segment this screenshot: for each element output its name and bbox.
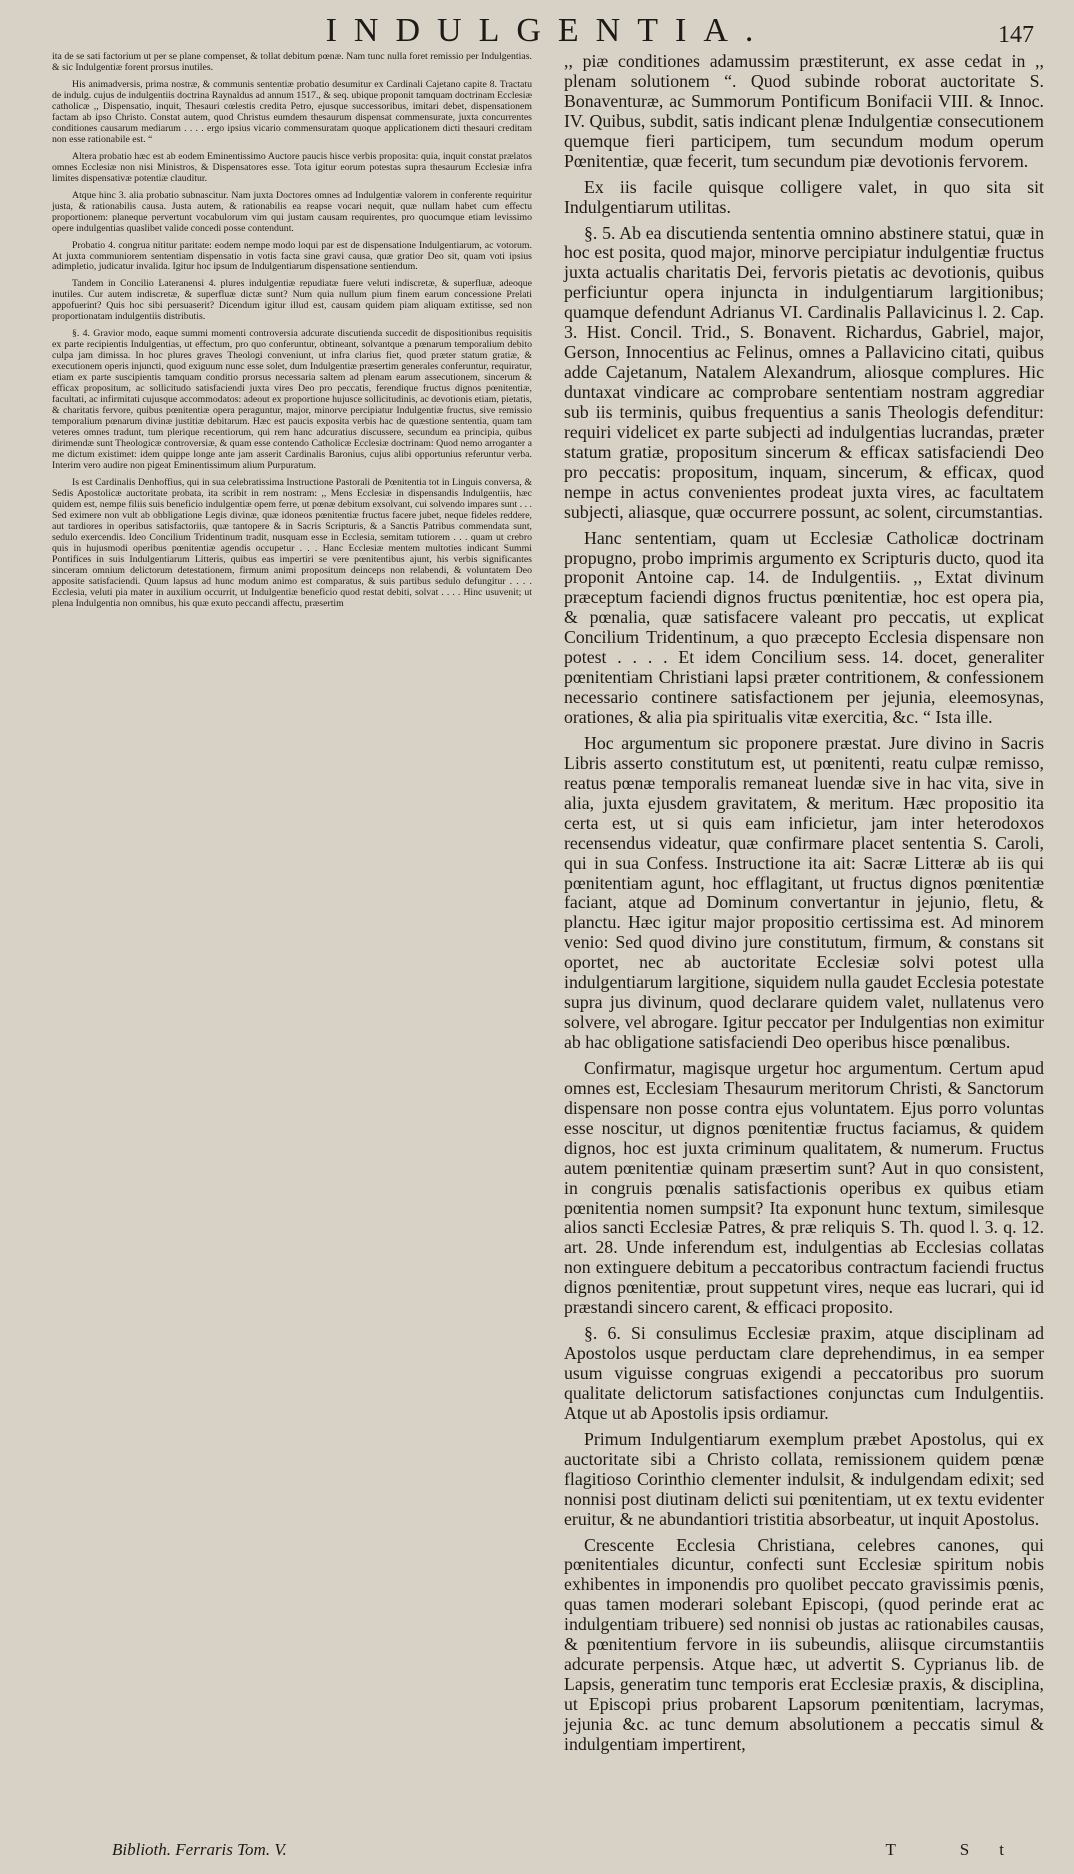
paragraph: Tandem in Concilio Lateranensi 4. plures indulgentiæ repudiatæ fuere veluti indiscretæ, & superfluæ, adeoque inutiles. Cur autem indiscretæ, & superfluæ dictæ sunt? Num quia nullum pium finem earum concessione Prelati appofuerint? Quis hoc sibi persuaserit? Dicendum igitur illud est, causam quidem piam aliquam extitisse, sed non proportionatam indulgentiis distributis. [52,278,532,323]
paragraph: Primum Indulgentiarum exemplum præbet Apostolus, qui ex auctoritate sibi a Christo collata, remissionem quidem pœnæ flagitioso Corinthio clementer indulsit, & indulgendam edixit; sed nonnisi post diutinam delicti sui pœnitentiam, ut ex textu evidenter eruitur, & ne abundantiori tristitia absorbeatur, ut inquit Apostolus. [564,1428,1044,1529]
paragraph: Is est Cardinalis Denhoffius, qui in sua celebratissima Instructione Pastorali de Pœnitentia tot in Linguis conversa, & Sedis Apostolicæ auctoritate probata, ita scribit in rem nostram: ,, Mens Ecclesiæ in dispensandis Indulgentiis, hæc quidem est, nempe filiis suis beneficio indulgentiæ opem ferre, ut pœnæ debitum exsolvant, cui solvendo impares sunt . . . Sed eximere non vult ab obbligatione Legis divinæ, quæ idoneos pœnitentiæ fructus facere jubet, neque fideles reddere, aut tardiores in operibus satisfactoriis, quæ tantopere & in Sacris Scripturis, & a Sanctis Patribus commendata sunt, sedulo exercendis. Ideo Concilium Tridentinum tradit, nusquam esse in Ecclesia, semitam tutiorem . . . quam ut crebro quis in hujusmodi operibus pœnitentiæ agendis occupetur . . . Hanc Ecclesiæ mentem multoties indicant Summi Pontifices in suis Indulgentiarum Litteris, quibus eas impertiri se vere pœnitentibus ajunt, his verbis significantes sinceram omnium delictorum detestationem, firmum animi propositum deinceps non relabendi, & voluntatem Deo apposite satisfaciendi. Quum lapsus ad hunc modum animo est comparatus, & suis partibus sedulo defungitur . . . . Ecclesia, veluti pia mater in auxilium occurrit, ut Indulgentiæ beneficio quod restat debiti, solvat . . . . Hinc usuvenit; ut plena Indulgentia non omnibus, his quæ exuto peccandi affectu, præsertim [52,476,532,609]
paragraph: Probatio 4. congrua nititur paritate: eodem nempe modo loqui par est de dispensatione Indulgentiarum, ac votorum. At juxta communiorem sententiam dispensatio in votis facta sine gravi causa, quæ gratior Deo sit, quam voti ipsius adimpletio, judicatur invalida. Igitur hoc ipsum de Indulgentiarum dispensatione sentiendum. [52,239,532,273]
footer-signature: T St [885,1840,1034,1859]
page-header [52,10,1044,52]
paragraph: Hoc argumentum sic proponere præstat. Jure divino in Sacris Libris asserto constitutum est, ut pœnitenti, reatu culpæ remisso, reatus pœnæ temporalis remaneat luendæ sive in hac vita, sive in alia, juxta ejusdem gravitatem, & meritum. Hæc propositio ita certa est, ut si quis eam inficietur, jam inter heterodoxos recensendus videatur, quæ confirmare placet sententia S. Caroli, qui in sua Confess. Instructione ita ait: Sacræ Litteræ ab iis qui pœnitentiam agunt, hoc efflagitant, ut fructus dignos pœnitentiæ faciant, atque ad Dominum convertantur in jejunio, fletu, & planctu. Hæc igitur major propositio certissima est. Ad minorem venio: Sed quod divino jure constitutum, firmum, & constans sit oportet, nec ab auctoritate Ecclesiæ solvi potest ulla indulgentiarum largitione, siquidem nulla gaudet Ecclesia potestate supra jus divinum, quod declarare quidem valet, nullatenus vero solvere, vel abrogare. Igitur peccator per Indulgentias non eximitur ab hac obligatione satisfaciendi Deo operibus hisce pœnalibus. [564,732,1044,1052]
paragraph: Altera probatio hæc est ab eodem Eminentissimo Auctore paucis hisce verbis proposita: quia, inquit constat prælatos omnes Ecclesiæ non nisi Ministros, & Dispensatores esse. Tota igitur eorum potestas supra thesaurum Ecclesiæ infra limites dispensativæ potentiæ clauditur. [52,150,532,184]
paragraph: Atque hinc 3. alia probatio subnascitur. Nam juxta Doctores omnes ad Indulgentiæ valorem in conferente requiritur justa, & rationabilis causa. Justa autem, & rationabilis ea reapse vocari nequit, quæ nullam habet cum effectu proportionem: planeque pervertunt vocabulorum vim qui justam causam requirentes, pro quocumque etiam levissimo opere indulgentias quaslibet valide concedi posse contendunt. [52,189,532,234]
paragraph: ,, piæ conditiones adamussim præstiterunt, ex asse cedat in ,, plenam solutionem “. Quod subinde roborat auctoritate S. Bonaventuræ, ac Summorum Pontificum Bonifacii VIII. & Innoc. IV. Quibus, subdit, satis indicant plenæ Indulgentiæ consecutionem quemque fieri participem, tum secundum modum operum Pœnitentiæ, quæ fecerit, tum secundum piæ devotionis fervorem. [564,51,1044,171]
right-column [564,52,1044,1761]
left-column [52,52,532,1761]
paragraph: His animadversis, prima nostræ, & communis sententiæ probatio desumitur ex Cardinali Cajetano capite 8. Tractatu de indulg. cujus de indulgentiis doctrina Raynaldus ad annum 1517., & seq. ubique proponit tamquam doctrinam Ecclesiæ catholicæ ,, Dispensatio, inquit, Thesauri cœlestis credita Petro, ejusque successoribus, imitari debet, dispensationem factam ab ipso Christo. Constat autem, quod Christus eumdem thesaurum dispensat commensurate, juxta concurrentes conditiones causarum mediarum . . . . ergo ipsius vicario commensuratam quoque applicationem dicti thesauri creditam non esse rationabile est. “ [52,78,532,145]
paragraph: Crescente Ecclesia Christiana, celebres canones, qui pœnitentiales dicuntur, confecti sunt Ecclesiæ spiritum nobis exhibentes in imponendis pro quolibet peccato gravissimis pœnis, quas tamen moderari solebant Episcopi, (quod perinde erat ac indulgentiam tribuere) sed nonnisi ob justas ac rationabiles causas, & pœnitentium fervore in iis subeundis, aliisque circumstantiis adcurate perpensis. Atque hæc, ut advertit S. Cyprianus lib. de Lapsis, generatim tunc temporis erat Ecclesiæ praxis, & disciplina, ut Episcopi prius probarent Lapsorum pœnitentiam, lacrymas, jejunia &c. ac tunc demum absolutionem a peccatis simul & indulgentiam impertirent, [564,1534,1044,1754]
paragraph: §. 4. Gravior modo, eaque summi momenti controversia adcurate discutienda succedit de dispositionibus requisitis ex parte recipientis Indulgentias, ut effectum, pro quo conferuntur, obtineant, solvantque a pœnarum temporalium debito culpa jam dimissa. In hoc plures graves Theologi conveniunt, ut infra clarius fiet, quod præter statum gratiæ, & executionem operis injuncti, quod exiguum nunc esse solet, dum Indulgentiæ præsertim generales conferuntur, requiratur, etiam ex parte suscipientis tamquam conditio prorsus necessaria saltem ad plenam earum assecutionem, sincerum & efficax propositum, ac sollicitudo satisfaciendi juxta vires Deo pro peccatis, ferendique fructus dignos pœnitentiæ, facultati, ac infirmitati cujusque accommodatos: adeout ex proportione hujusce sollicitudinis, ac devotionis etiam, pietatis, & charitatis fervore, quibus pœnitentiæ opera peraguntur, major, minorve percipiatur Indulgentiæ fructus, sive remissio temporalium pœnarum divinæ justitiæ debitarum. Hæc est paucis exposita verbis hac de quæstione sententia, quam tam veteres omnes tradunt, tum plerique recentiorum, qui rem hanc adcuratius discussere, secundum ea principia, quibus dirimendæ sunt Theologicæ controversiæ, & quam esse contendo Catholicæ Ecclesiæ doctrinam: Quod nemo arroganter a me dictum existimet: idem quippe longe ante jam asserit Cardinalis Baronius, cujus alibi opportunius referuntur verba. Interim vero audire non pigeat Eminentissimum alium Purpuratum. [52,328,532,471]
page-number: 147 [998,22,1034,48]
paragraph: Confirmatur, magisque urgetur hoc argumentum. Certum apud omnes est, Ecclesiam Thesaurum meritorum Christi, & Sanctorum dispensare non posse contra ejus voluntatem. Ejus porro voluntas esse noscitur, ut dignos pœnitentiæ fructus faciamus, & quidem dignos, hoc est juxta criminum qualitatem, & numerum. Fructus autem pœnitentiæ quinam præsertim sunt? Aut in quo consistent, in congruis pœnalis satisfactionis operibus ex quibus etiam pœnitentia nomen sumpsit? Ita exponunt hunc textum, similesque alios sancti Ecclesiæ Patres, & præ reliquis S. Th. quod l. 3. q. 12. art. 28. Unde inferendum est, indulgentias ab Ecclesias collatas non extinguere debitum a peccatoribus contractum faciendi fructus dignos pœnitentiæ, prout suppetunt vires, neque eas lucrari, qui id præstandi sincero carent, & efficaci proposito. [564,1057,1044,1318]
paragraph: ita de se sati factorium ut per se plane compenset, & tollat debitum pœnæ. Nam tunc nulla foret remissio per Indulgentias. & sic Indulgentiæ forent prorsus inutiles. [52,51,532,73]
paragraph: §. 6. Si consulimus Ecclesiæ praxim, atque disciplinam ad Apostolos usque perductam clare deprehendimus, in ea semper usum viguisse congruas exigendi a peccatoribus pro suorum qualitate delictorum satisfactiones conjunctas cum Indulgentiis. Atque ut ab Apostolis ipsis ordiamur. [564,1323,1044,1423]
paragraph: §. 5. Ab ea discutienda sententia omnino abstinere statui, quæ in hoc est posita, quod major, minorve percipiatur indulgentiæ fructus juxta actualis charitatis Dei, fervoris pietatis ac devotionis, quibus perficiuntur opera injuncta in indulgentiarum largitionibus; quamque defendunt Adrianus VI. Cardinalis Pallavicinus l. 2. Cap. 3. Hist. Concil. Trid., S. Bonavent. Richardus, Gabriel, major, Gerson, Innocentius ac Felinus, omnes a Pallavicino citati, quibus adde Cajetanum, Natalem Alexandrum, aliosque complures. Hic duntaxat vindicare ac comprobare sententiam nostram aggrediar sub iis terminis, quibus frequentius a sanis Theologis defenditur: requiri videlicet ex parte subjecti ad indulgentias lucrandas, præter statum gratiæ, propositum sincerum & efficax satisfaciendi Deo pro peccatis: propositum, inquam, sincerum, & efficax, quod nempe in actus convenientes prodeat juxta vires, ac facultatem subjecti, aliasque, quæ occurrere possunt, ac solent, circumstantias. [564,222,1044,522]
paragraph: Hanc sententiam, quam ut Ecclesiæ Catholicæ doctrinam propugno, probo imprimis argumento ex Scripturis ducto, quod ita proponit Antoine cap. 14. de Indulgentiis. ,, Extat divinum præceptum faciendi dignos fructus pœnitentiæ, hoc est opera pia, & pœnalia, quæ satisfacere valeant pro peccatis, ut explicat Concilium Tridentinum, a quo præcepto Ecclesia dispensare non potest . . . . Et idem Concilium sess. 14. docet, generaliter pœnitentiam Christiani lapsi præter contritionem, & confessionem necessario continere satisfactionem per jejunia, eleemosynas, orationes, & alia pia spiritualis vitæ exercitia, &c. “ Ista ille. [564,527,1044,727]
footer-imprint: Biblioth. Ferraris Tom. V. [112,1840,287,1859]
text-columns [52,52,1044,1761]
page-footer [52,1840,1044,1866]
paragraph: Ex iis facile quisque colligere valet, in quo sita sit Indulgentiarum utilitas. [564,176,1044,217]
running-title: INDULGENTIA. [325,12,771,49]
